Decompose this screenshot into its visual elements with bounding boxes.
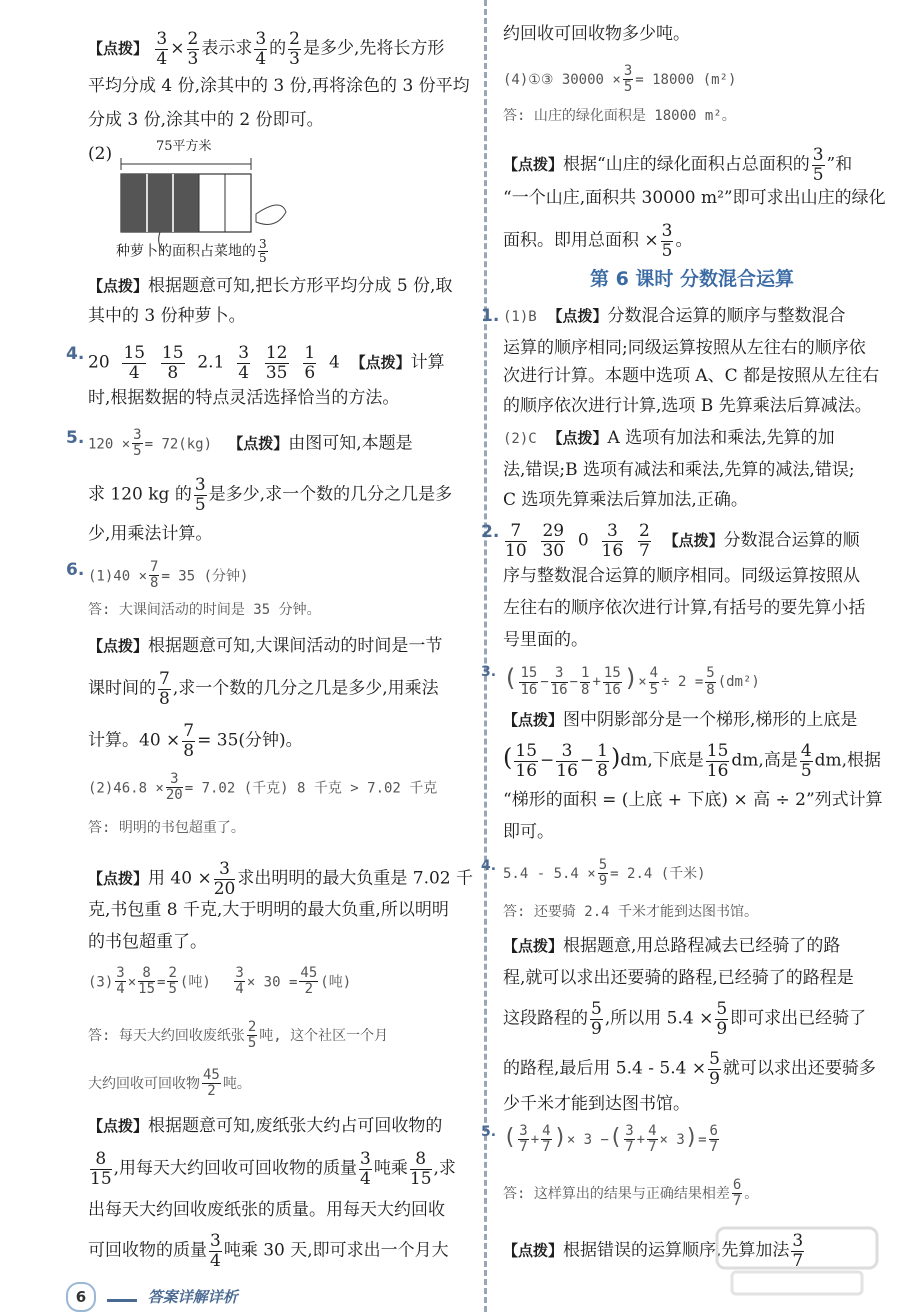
question-6-part-2: (2)46.8 × $\frac{3}{20}$ = 7.02 (千克) 8 千克 > 7.02 千克	[88, 771, 438, 804]
text-line: 的路程,最后用 5.4 - 5.4 × $\frac{5}{9}$ 就可以求出还要骑多	[503, 1049, 876, 1089]
text-line: 计算。40 × $\frac{7}{8}$ = 35(分钟)。	[88, 721, 303, 761]
text-line: 求 120 kg 的 $\frac{3}{5}$ 是多少,求一个数的几分之几是多	[88, 475, 453, 515]
text-line: 分成 3 份,涂其中的 2 份即可。	[88, 110, 324, 130]
text-line: 这段路程的 $\frac{5}{9}$ ,所以用 5.4 × $\frac{5}{9}$ 即可求出已经骑了	[503, 999, 867, 1039]
text-line: C 选项先算乘法后算加法,正确。	[503, 490, 748, 510]
text-line: 左往右的顺序依次进行计算,有括号的要先算小括	[503, 598, 866, 618]
text-line: 【点拨】图中阴影部分是一个梯形,梯形的上底是	[503, 710, 858, 730]
text-line: 出每天大约回收废纸张的质量。用每天大约回收	[88, 1200, 445, 1220]
column-divider	[484, 0, 487, 1312]
text-line: 平均分成 4 份,涂其中的 3 份,再将涂色的 3 份平均	[88, 76, 470, 96]
answer-line: 答: 山庄的绿化面积是 18000 m²。	[503, 108, 736, 124]
question-2: 2. $\frac{7}{10}$ $\frac{29}{30}$ 0 $\frac{3}{16}$ $\frac{2}{7}$ 【点拨】分数混合运算的顺	[481, 521, 860, 561]
watermark-logo	[712, 1220, 882, 1300]
question-5: 5. ( $\frac{3}{7}$ + $\frac{4}{7}$ )× 3 −( $\frac{3}{7}$ + $\frac{4}{7}$ × 3)= $\frac{6}{7}$	[481, 1123, 718, 1156]
text-line: 课时间的 $\frac{7}{8}$ ,求一个数的几分之几是多少,用乘法	[88, 669, 439, 709]
answer-line: 答: 还要骑 2.4 千米才能到达图书馆。	[503, 904, 759, 920]
text-line: 【点拨】根据题意可知,把长方形平均分成 5 份,取	[88, 276, 453, 296]
question-4: 4. 5.4 - 5.4 × $\frac{5}{9}$ = 2.4 (千米)	[481, 857, 706, 890]
figure-top-label: 75平方米	[156, 139, 212, 154]
figure-label: (2)	[88, 144, 113, 164]
text-line: 【点拨】 $\frac{3}{4}$ × $\frac{2}{3}$ 表示求 $\frac{3}{4}$ 的 $\frac{2}{3}$ 是多少,先将长方形	[88, 29, 445, 69]
answer-line: 答: 大课间活动的时间是 35 分钟。	[88, 602, 321, 618]
text-line: 号里面的。	[503, 630, 588, 650]
text-line: 克,书包重 8 千克,大于明明的最大负重,所以明明	[88, 900, 449, 920]
text-line: ( $\frac{15}{16}$ − $\frac{3}{16}$ − $\frac{1}{8}$ )dm,下底是 $\frac{15}{16}$ dm,高是 $\frac{4}{5}$ dm,根据	[503, 741, 882, 781]
answer-line: 答: 这样算出的结果与正确结果相差 $\frac{6}{7}$ 。	[503, 1177, 759, 1210]
figure-caption: 种萝卜的面积占菜地的 $\frac{3}{5}$	[116, 237, 267, 266]
text-line: 时,根据数据的特点灵活选择恰当的方法。	[88, 388, 400, 408]
text-line: 程,就可以求出还要骑的路程,已经骑了的路程是	[503, 968, 854, 988]
question-5: 5. 120 × $\frac{3}{5}$ = 72(kg) 【点拨】由图可知,本题是	[66, 427, 413, 460]
text-line: 【点拨】根据“山庄的绿化面积占总面积的 $\frac{3}{5}$ ”和	[503, 145, 853, 185]
question-1: 1. (1)B 【点拨】分数混合运算的顺序与整数混合	[481, 306, 846, 326]
footer-brand: 答案详解详析	[147, 1288, 238, 1306]
text-line: 约回收可回收物多少吨。	[503, 24, 690, 44]
question-6: 6. (1)40 × $\frac{7}{8}$ = 35 (分钟)	[66, 559, 249, 592]
text-line: $\frac{8}{15}$ ,用每天大约回收可回收物的质量 $\frac{3}{4}$ 吨乘 $\frac{8}{15}$ ,求	[90, 1149, 456, 1189]
text-line: “梯形的面积 = (上底 + 下底) × 高 ÷ 2”列式计算	[503, 790, 883, 810]
text-line: 【点拨】根据错误的运算顺序,先算加法 $\frac{3}{7}$	[503, 1231, 804, 1271]
text-line: 【点拨】用 40 × $\frac{3}{20}$ 求出明明的最大负重是 7.02 千	[88, 859, 474, 899]
text-line: 【点拨】根据题意,用总路程减去已经骑了的路	[503, 936, 841, 956]
question-6-part-3: (3) $\frac{3}{4}$ × $\frac{8}{15}$ = $\frac{2}{5}$ (吨) $\frac{3}{4}$ × 30 = $\frac{45}{2}$ (吨)	[88, 965, 352, 998]
section-heading: 第 6 课时 分数混合运算	[589, 268, 795, 290]
text-line: 法,错误;B 选项有减法和乘法,先算的减法,错误;	[503, 460, 855, 480]
text-line: 即可。	[503, 822, 554, 842]
text-line: 次进行计算。本题中选项 A、C 都是按照从左往右	[503, 366, 880, 386]
text-line: 运算的顺序相同;同级运算按照从左往右的顺序依	[503, 338, 866, 358]
text-line: 少千米才能到达图书馆。	[503, 1094, 690, 1114]
text-line: 【点拨】根据题意可知,废纸张大约占可回收物的	[88, 1116, 443, 1136]
text-line: 可回收物的质量 $\frac{3}{4}$ 吨乘 30 天,即可求出一个月大	[88, 1231, 449, 1271]
page-number: 6	[66, 1282, 96, 1312]
text-line: 的顺序依次进行计算,选项 B 先算乘法后算减法。	[503, 396, 872, 416]
question-4: 4. 20 $\frac{15}{4}$ $\frac{15}{8}$ 2.1 $\frac{3}{4}$ $\frac{12}{35}$ $\frac{1}{6}$ 4 【点拨】计算	[66, 343, 445, 383]
text-line: (2)C 【点拨】A 选项有加法和乘法,先算的加	[503, 428, 835, 448]
answer-line: 大约回收可回收物 $\frac{45}{2}$ 吨。	[88, 1067, 251, 1100]
text-line: 序与整数混合运算的顺序相同。同级运算按照从	[503, 566, 860, 586]
answer-line: 答: 每天大约回收废纸张 $\frac{2}{5}$ 吨, 这个社区一个月	[88, 1019, 389, 1052]
text-line: 其中的 3 份种萝卜。	[88, 306, 246, 326]
text-line: 的书包超重了。	[88, 932, 207, 952]
brand-logo-icon	[107, 1285, 137, 1302]
text-line: 少,用乘法计算。	[88, 524, 213, 544]
text-line: 面积。即用总面积 × $\frac{3}{5}$ 。	[503, 221, 693, 261]
answer-line: 答: 明明的书包超重了。	[88, 820, 245, 836]
text-line: 【点拨】根据题意可知,大课间活动的时间是一节	[88, 636, 443, 656]
question-6-part-4: (4)①③ 30000 × $\frac{3}{5}$ = 18000 (m²)	[503, 63, 737, 96]
text-line: “一个山庄,面积共 30000 m²”即可求出山庄的绿化	[503, 188, 886, 208]
page-footer	[66, 1282, 238, 1312]
question-3: 3. ( $\frac{15}{16}$ − $\frac{3}{16}$ − $\frac{1}{8}$ + $\frac{15}{16}$ )× $\frac{4}{5}$ ÷ 2 = $\frac{5}{8}$ (dm²)	[481, 664, 760, 698]
